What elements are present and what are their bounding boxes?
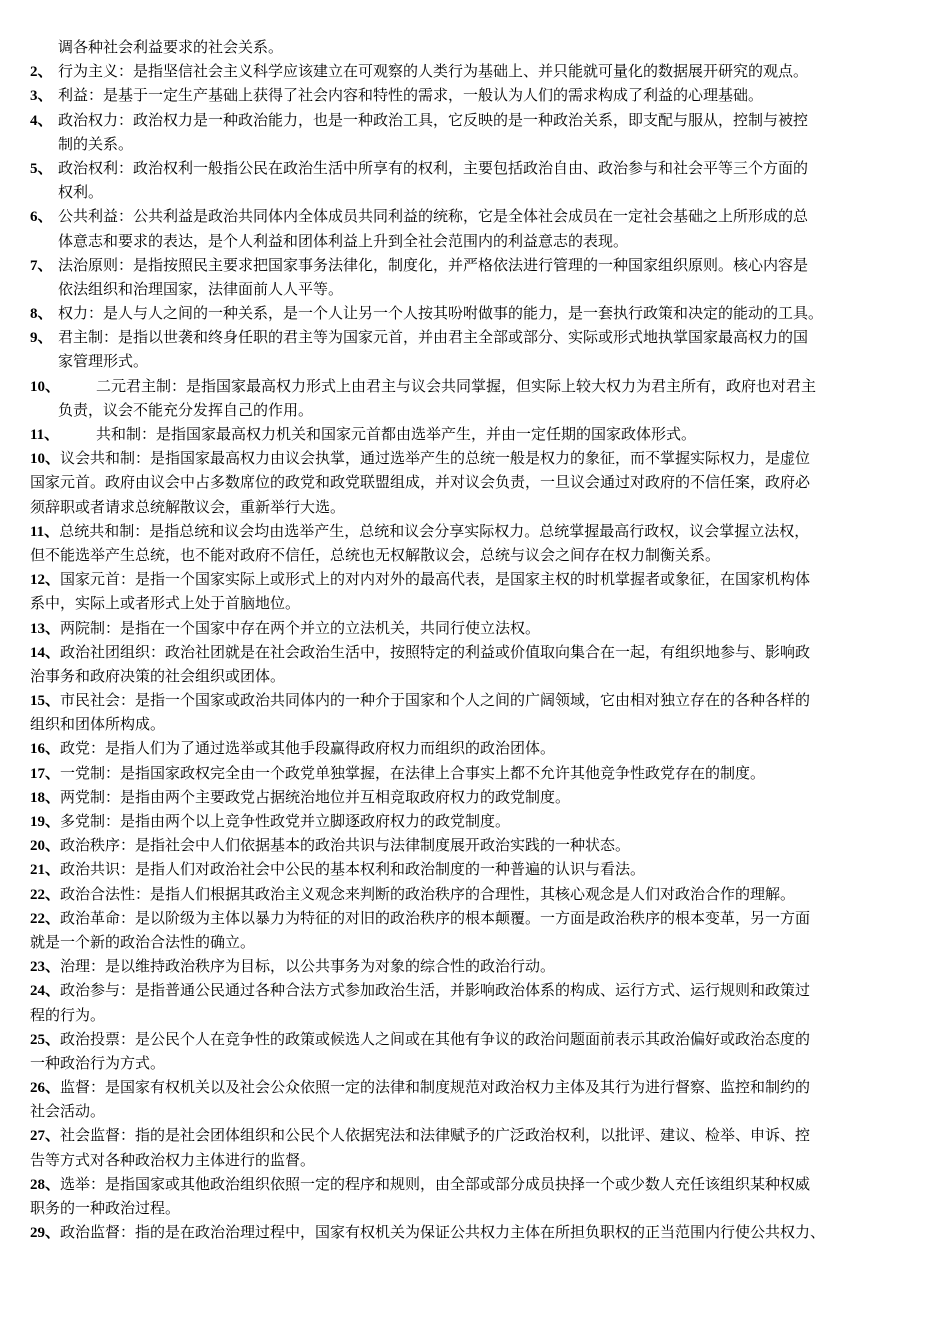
entry-number: 16、 [30,741,61,758]
entry-number: 15、 [30,693,61,710]
entry-line [30,1220,910,1244]
entry-line [30,930,910,954]
entry-text: 总统共和制：是指总统和议会均由选举产生，总统和议会分享实际权力。总统掌握最高行政权，议会掌握立法权， [59,521,810,540]
entry-line [30,277,910,301]
entry-text: 治事务和政府决策的社会组织或团体。 [30,666,286,685]
glossary-entry [30,253,910,301]
entry-text: 二元君主制：是指国家最高权力形式上由君主与议会共同掌握，但实际上较大权力为君主所有，政府也对君主 [96,376,817,395]
entry-text: 权力：是人与人之间的一种关系，是一个人让另一个人按其吩咐做事的能力，是一套执行政策和决定的能动的工具。 [58,304,824,323]
entry-text: 组织和团体所构成。 [30,715,166,734]
entry-line [30,132,910,156]
glossary-entry [30,688,910,736]
entry-text: 监督：是国家有权机关以及社会公众依照一定的法律和制度规范对政治权力主体及其行为进行督察、监控和制约的 [60,1078,811,1097]
entry-text: 制的关系。 [58,134,134,153]
entry-text: 依法组织和治理国家，法律面前人人平等。 [58,279,344,298]
glossary-entry [30,374,910,422]
glossary-entry [30,616,910,640]
glossary-entry [30,833,910,857]
entry-number: 14、 [30,644,61,661]
entry-line [30,1196,910,1220]
entry-text: 共和制：是指国家最高权力机关和国家元首都由选举产生，并由一定任期的国家政体形式。 [96,425,697,443]
glossary-entry [30,108,910,156]
entry-text: 行为主义：是指坚信社会主义科学应该建立在可观察的人类行为基础上、并只能就可量化的数据展开研究的观点。 [58,62,809,81]
entry-number: 11、 [30,427,60,443]
glossary-entry [30,83,910,107]
entry-text: 政党：是指人们为了通过选举或其他手段赢得政府权力而组织的政治团体。 [60,739,556,758]
entry-text: 一党制：是指国家政权完全由一个政党单独掌握，在法律上合事实上都不允许其他竞争性政党存在的制度。 [60,763,766,782]
entry-text: 告等方式对各种政治权力主体进行的监督。 [30,1150,316,1169]
entry-number: 9、 [30,330,53,347]
glossary-entry [30,785,910,809]
entry-text: 须辞职或者请求总统解散议会，重新举行大选。 [30,497,346,516]
entry-number: 7、 [30,257,53,274]
entry-text: 政治合法性：是指人们根据其政治主义观念来判断的政治秩序的合理性，其核心观念是人们对政治合作的理解。 [60,884,796,903]
glossary-entry [30,761,910,785]
entry-number: 11、 [30,523,60,540]
glossary-entry [30,446,910,519]
glossary-entry [30,301,910,325]
entry-number: 28、 [30,1176,61,1193]
glossary-entry [30,567,910,615]
glossary-entry [30,809,910,833]
entry-line [30,1123,910,1147]
entry-text: 调各种社会利益要求的社会关系。 [58,38,284,56]
entry-line [30,519,910,543]
entry-line [30,301,910,325]
glossary-entry [30,59,910,83]
entry-number: 27、 [30,1128,61,1145]
glossary-entry [30,1172,910,1220]
entry-number: 22、 [30,886,61,903]
glossary-entry [30,882,910,906]
entry-number: 29、 [30,1225,61,1242]
entry-text: 政治参与：是指普通公民通过各种合法方式参加政治生活，并影响政治体系的构成、运行方式、运行规则和政策过 [60,981,811,1000]
entry-line [30,35,910,59]
entry-line [30,1148,910,1172]
entry-line [30,543,910,567]
entry-line [30,470,910,494]
entry-line [30,398,910,422]
entry-line [30,712,910,736]
glossary-entry [30,204,910,252]
entry-text: 权利。 [58,183,104,202]
entry-line [30,736,910,760]
entry-text: 两党制：是指由两个主要政党占据统治地位并互相竞取政府权力的政党制度。 [60,787,571,806]
glossary-entry [30,422,910,446]
entry-line [30,954,910,978]
entry-line [30,785,910,809]
entry-text: 公共利益：公共利益是政治共同体内全体成员共同利益的统称，它是全体社会成员在一定社会基础之上所形成的总 [58,207,809,226]
entry-number: 22、 [30,910,61,927]
glossary-entry [30,906,910,954]
glossary-entry [30,156,910,204]
entry-line [30,1027,910,1051]
entry-line [30,325,910,349]
entry-number: 21、 [30,862,61,879]
entry-text: 但不能选举产生总统，也不能对政府不信任，总统也无权解散议会，总统与议会之间存在权力制衡关系。 [30,545,721,564]
entry-text: 系中，实际上或者形式上处于首脑地位。 [30,594,301,613]
entry-line [30,83,910,107]
entry-text: 利益：是基于一定生产基础上获得了社会内容和特性的需求，一般认为人们的需求构成了利益的心理基础。 [58,86,764,105]
entry-line [30,978,910,1002]
entry-number: 2、 [30,64,53,81]
entry-number: 26、 [30,1080,61,1097]
entry-text: 就是一个新的政治合法性的确立。 [30,932,256,951]
entry-line [30,857,910,881]
entry-text: 君主制：是指以世袭和终身任职的君主等为国家元首，并由君主全部或部分、实际或形式地执掌国家最高权力的国 [58,328,809,347]
entry-number: 4、 [30,112,53,129]
entry-line [30,253,910,277]
entry-text: 职务的一种政治过程。 [30,1199,181,1217]
entry-text: 政治权利：政治权利一般指公民在政治生活中所享有的权利，主要包括政治自由、政治参与和社会平等三个方面的 [58,158,809,177]
entry-text: 政治秩序：是指社会中人们依据基本的政治共识与法律制度展开政治实践的一种状态。 [60,836,631,855]
entry-line [30,446,910,470]
glossary-entry [30,857,910,881]
entry-number: 18、 [30,789,61,806]
entry-line [30,688,910,712]
glossary-entry [30,978,910,1026]
entry-text: 政治投票：是公民个人在竞争性的政策或候选人之间或在其他有争议的政治问题面前表示其政治偏好或政治态度的 [60,1029,811,1048]
entry-line [30,567,910,591]
entry-line [30,640,910,664]
document-body [30,35,910,1244]
entry-number: 3、 [30,88,53,105]
entry-number: 6、 [30,209,53,226]
entry-number: 19、 [30,814,61,830]
entry-text: 政治权力：政治权力是一种政治能力，也是一种政治工具，它反映的是一种政治关系，即支配与服从，控制与被控 [58,110,809,129]
entry-line [30,495,910,519]
glossary-entry [30,519,910,567]
entry-text: 政治革命：是以阶级为主体以暴力为特征的对旧的政治秩序的根本颠覆。一方面是政治秩序的根本变革，另一方面 [60,908,811,927]
glossary-entry [30,1075,910,1123]
entry-text: 治理：是以维持政治秩序为目标，以公共事务为对象的综合性的政治行动。 [60,957,556,976]
entry-line [30,108,910,132]
entry-number: 10、 [30,378,61,395]
entry-number: 8、 [30,306,53,323]
entry-line [30,156,910,180]
glossary-entry [30,736,910,760]
entry-text: 两院制：是指在一个国家中存在两个并立的立法机关，共同行使立法权。 [60,618,541,637]
entry-line [30,180,910,204]
entry-text: 国家元首。政府由议会中占多数席位的政党和政党联盟组成，并对议会负责，一旦议会通过对政府的不信任案，政府必 [30,473,811,492]
entry-text: 社会活动。 [30,1102,106,1121]
glossary-entry [30,325,910,373]
entry-number: 25、 [30,1031,61,1048]
entry-text: 市民社会：是指一个国家或政治共同体内的一种介于国家和个人之间的广阔领域，它由相对独立存在的各种各样的 [60,691,811,710]
entry-line [30,59,910,83]
entry-line [30,833,910,857]
glossary-entry [30,35,910,59]
entry-text: 法治原则：是指按照民主要求把国家事务法律化，制度化，并严格依法进行管理的一种国家组织原则。核心内容是 [58,255,809,274]
entry-line [30,204,910,228]
entry-line [30,882,910,906]
entry-text: 社会监督：指的是社会团体组织和公民个人依据宪法和法律赋予的广泛政治权利，以批评、建议、检举、申诉、控 [60,1126,811,1145]
entry-text: 国家元首：是指一个国家实际上或形式上的对内对外的最高代表，是国家主权的时机掌握者或象征，在国家机构体 [60,570,811,589]
entry-text: 政治监督：指的是在政治治理过程中，国家有权机关为保证公共权力主体在所担负职权的正当范围内行使公共权力、 [60,1223,826,1242]
entry-number: 5、 [30,160,53,177]
entry-text: 程的行为。 [30,1005,106,1024]
entry-number: 13、 [30,620,61,637]
entry-text: 负责，议会不能充分发挥自己的作用。 [58,400,314,419]
entry-line [30,1075,910,1099]
glossary-entry [30,1220,910,1244]
glossary-entry [30,1027,910,1075]
entry-line [30,229,910,253]
entry-line [30,809,910,833]
entry-number: 20、 [30,838,61,855]
entry-line [30,349,910,373]
glossary-entry [30,954,910,978]
entry-line [30,374,910,398]
entry-text: 议会共和制：是指国家最高权力由议会执掌，通过选举产生的总统一般是权力的象征，而不掌握实际权力，是虚位 [60,449,811,468]
entry-line [30,1003,910,1027]
entry-line [30,761,910,785]
entry-number: 10、 [30,451,61,468]
entry-line [30,591,910,615]
entry-text: 家管理形式。 [58,352,149,371]
entry-line [30,422,910,446]
entry-line [30,906,910,930]
entry-text: 多党制：是指由两个以上竞争性政党并立脚逐政府权力的政党制度。 [60,812,511,830]
entry-text: 选举：是指国家或其他政治组织依照一定的程序和规则，由全部或部分成员抉择一个或少数人充任该组织某种权威 [60,1174,811,1193]
entry-number: 12、 [30,572,61,589]
glossary-entry [30,640,910,688]
entry-text: 一种政治行为方式。 [30,1053,166,1072]
entry-line [30,1172,910,1196]
entry-line [30,1099,910,1123]
entry-line [30,1051,910,1075]
entry-text: 政治社团组织：政治社团就是在社会政治生活中，按照特定的利益或价值取向集合在一起，有组织地参与、影响政 [60,642,811,661]
entry-number: 23、 [30,959,61,976]
entry-text: 政治共识：是指人们对政治社会中公民的基本权利和政治制度的一种普遍的认识与看法。 [60,860,646,879]
entry-text: 体意志和要求的表达，是个人利益和团体利益上升到全社会范围内的利益意志的表现。 [58,231,629,250]
entry-line [30,664,910,688]
glossary-entry [30,1123,910,1171]
entry-number: 17、 [30,765,61,782]
entry-line [30,616,910,640]
entry-number: 24、 [30,983,61,1000]
